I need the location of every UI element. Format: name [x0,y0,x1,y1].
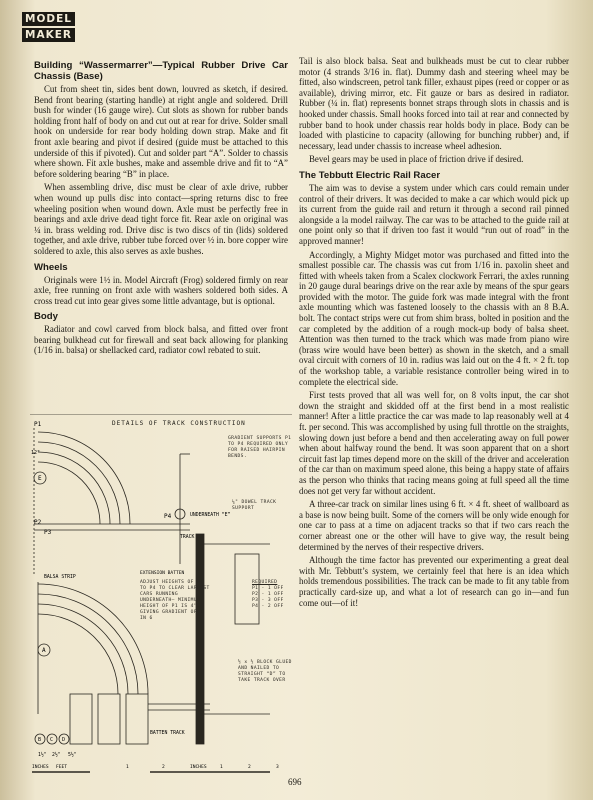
paragraph: The aim was to devise a system under which cars could remain under control of their drivers. It was decided to make a car which would pick up its current from the guide rail and return it through a second rail pinned alongside a la model railway. The car was to be attached to the guide rail at one point only so that if driven too fast it would “run out of road” in the approved manner! [299,182,569,246]
label-c: C [50,737,54,743]
heading-building-chassis: Building “Wassermarrer”—Typical Rubber Drive Car Chassis (Base) [34,60,288,82]
left-column [34,60,288,359]
paragraph: Originals were 1½ in. Model Aircraft (Frog) soldered firmly on rear axle, free running on front axle with washers soldered both sides. A cross tread cut into gear gives some little advantage, but is optional. [34,274,288,306]
paragraph: A three-car track on similar lines using 6 ft. × 4 ft. sheet of wallboard as a base is now being built. Some of the corners will be only wide enough for one car to pass at a time on adjacent tracks so that if two cars reach the corner abreast one or the other will have to give way, the result being determined by the nerves of their respective drivers. [299,499,569,552]
note-gradient-supports: GRADIENT SUPPORTS P1 TO P4 REQUIRED ONLY FOR RAISED HAIRPIN BENDS. [228,436,292,459]
label-d: D [62,737,66,743]
heading-wheels: Wheels [34,261,68,273]
scale-inches-label-2: INCHES [190,765,207,770]
scale-tick: 3 [276,765,279,770]
right-column [299,56,569,611]
paragraph: Cut from sheet tin, sides bent down, louvred as sketch, if desired. Bend front bearing (starting handle) at right angle and soldered. Drill bush for winder (16 gauge wire). Cut slots as shown for rubber bands holding front half of body on and cut out at rear for drive. Solder small hook on underside for rear body holding down strap. Make and fit front axle bearing and pivot if desired (guide must be attached to this underside of this if pivoted). Cut and solder part “A”. Solder to chassis where shown. Fit axle bushes, make and assemble drive and fit to “A” before soldering bearing “B” in place. [34,84,288,179]
note-adjust-heights: ADJUST HEIGHTS OF P1 TO P4 TO CLEAR LARGEST CARS RUNNING UNDERNEATH— MINIMUM HEIGHT OF P1 IS 4", GIVING GRADIENT OF 1 IN 6 [140,580,210,621]
paragraph: Bevel gears may be used in place of friction drive if desired. [309,154,524,165]
required-item: P2 - 1 OFF [252,592,284,597]
label-track: TRACK [180,535,195,540]
label-underneath-e: UNDERNEATH “E” [190,513,231,518]
heading-tebbutt-rail-racer: The Tebbutt Electric Rail Racer [299,169,441,181]
dimension-2: 2½" [52,753,61,758]
label-p1: P1 [34,421,42,428]
heading-body: Body [34,311,58,323]
required-item: P1 - 1 OFF [252,586,284,591]
paragraph: Tail is also block balsa. Seat and bulkheads must be cut to clear rubber motor (4 strands 3/16 in. flat). Dummy dash and steering wheel may be fitted, also windscreen, petrol tank filler, exhaust pipes (reed or copper or as available), driving mirror, etc. Fit gauze or bars as desired in radiator. Rubber (¼ in. flat) represents bonnet straps through slots in chassis and is hooked under chassis. Small hooks forced into tail at rear and connected by rubber band to hook under chassis rear holds body in place. Body can be loaded with plasticine to capacity (allowing for bunching rubber) and, if necessary, lead under chassis to increase wheel adhesion. [299,56,569,151]
required-title: REQUIRED [252,580,278,585]
page-number: 696 [288,777,302,787]
scale-tick: 2 [162,765,165,770]
logo-line-1: MODEL [22,12,75,26]
label-extension-batten: EXTENSION BATTEN [140,571,185,576]
label-e: E [38,475,42,482]
label-b: B [38,737,42,743]
scale-inches-label: INCHES [32,765,49,770]
paragraph: When assembling drive, disc must be clear of axle drive, rubber when wound up pulls disc into contact—spring returns disc to free wheeling position when wound down. Axle must be perfectly free in bearings and axle drive dead tight force fit. Rear axle on original was ¼ in. brass welding rod. Drive disc is two discs of tin (lids) soldered together, and axle drive, rubber tube forced over ½ in. bore copper wire soldered to axle, this also serves as axle bushes. [34,182,288,256]
required-list [252,580,296,610]
dimension-1: 1½" [38,753,47,758]
paragraph: First tests proved that all was well for, on 8 volts input, the car shot down the straight and skidded off at the first bend in a most realistic manner! After a little practice the car was made to lap reasonably well at 4 ft. per second. This was accomplished by using full throttle on the straights, slowing down just before a bend and then accelerating away on full power when about halfway round the bend. It was soon apparent that on a short circuit fast lap times depend more on the skill of the driver and acceleration of the car than on maximum speed alone, this being a happy state of affairs as the person who thinks that racing means going at full speed all the time does not get very far without accident. [299,390,569,496]
label-a: A [42,647,46,654]
paragraph: Accordingly, a Mighty Midget motor was purchased and fitted into the smallest possible car. The chassis was cut from 1/16 in. paxolin sheet and fitted with wheels taken from a Scalex clockwork Ferrari, the axles running in 20 gauge dural bearings drive on the rear axle by means of the spur gears provided with the motor. The guide fork was made integral with the front axle mounting which was fastened loosely to the chassis with an 8 B.A. bolt. The contact strips were cut from shim brass, bolted in position and the car completed by the addition of a rough mock-up body of balsa sheet. Attention was then turned to the track which was made from piano wire (brass wire would have been better) as shown in the sketch, and a small oval circuit with corners of 10 in. radius was laid out on the 4 ft. × 2 ft. top of the workshop table, a variable resistance controller being wired in to complete the electrical side. [299,249,569,387]
scale-tick: 1 [220,765,223,770]
label-p3: P3 [44,529,52,536]
scale-tick: 1 [126,765,129,770]
label-balsa-strip: BALSA STRIP [44,575,76,580]
paragraph: Radiator and cowl carved from block balsa, and fitted over front bearing bulkhead cut for firewall and seat back allowing for planking (1/16 in. balsa) or shellacked card, radiator cowl rebated to suit. [34,324,288,356]
drawing-title: DETAILS OF TRACK CONSTRUCTION [112,420,246,427]
dimension-3: 5½" [68,753,77,758]
label-batten-track: BATTEN TRACK [150,731,185,736]
label-p2: P2 [34,519,42,526]
note-block-glued: ½ x ½ BLOCK GLUED AND NAILED TO STRAIGHT “D” TO TAKE TRACK OVER [238,660,292,683]
model-maker-logo [22,12,74,44]
dimension-12-in: 12" [31,450,41,456]
required-item: P3 - 3 OFF [252,598,284,603]
scale-tick: 2 [248,765,251,770]
note-dowel-support: ¼" DOWEL TRACK SUPPORT [232,500,277,511]
scale-feet-label: FEET [56,765,68,770]
paragraph: Although the time factor has prevented our experimenting a great deal with Mr. Tebbutt’s system, we certainly feel that here is an idea which holds tremendous possibilities. The track can be made to fit any table from practically card-size up, and what a lot of research can go in—and fun come out—of it! [299,555,569,608]
logo-line-2: MAKER [22,28,75,42]
required-item: P4 - 2 OFF [252,604,284,609]
label-p4: P4 [164,513,172,520]
